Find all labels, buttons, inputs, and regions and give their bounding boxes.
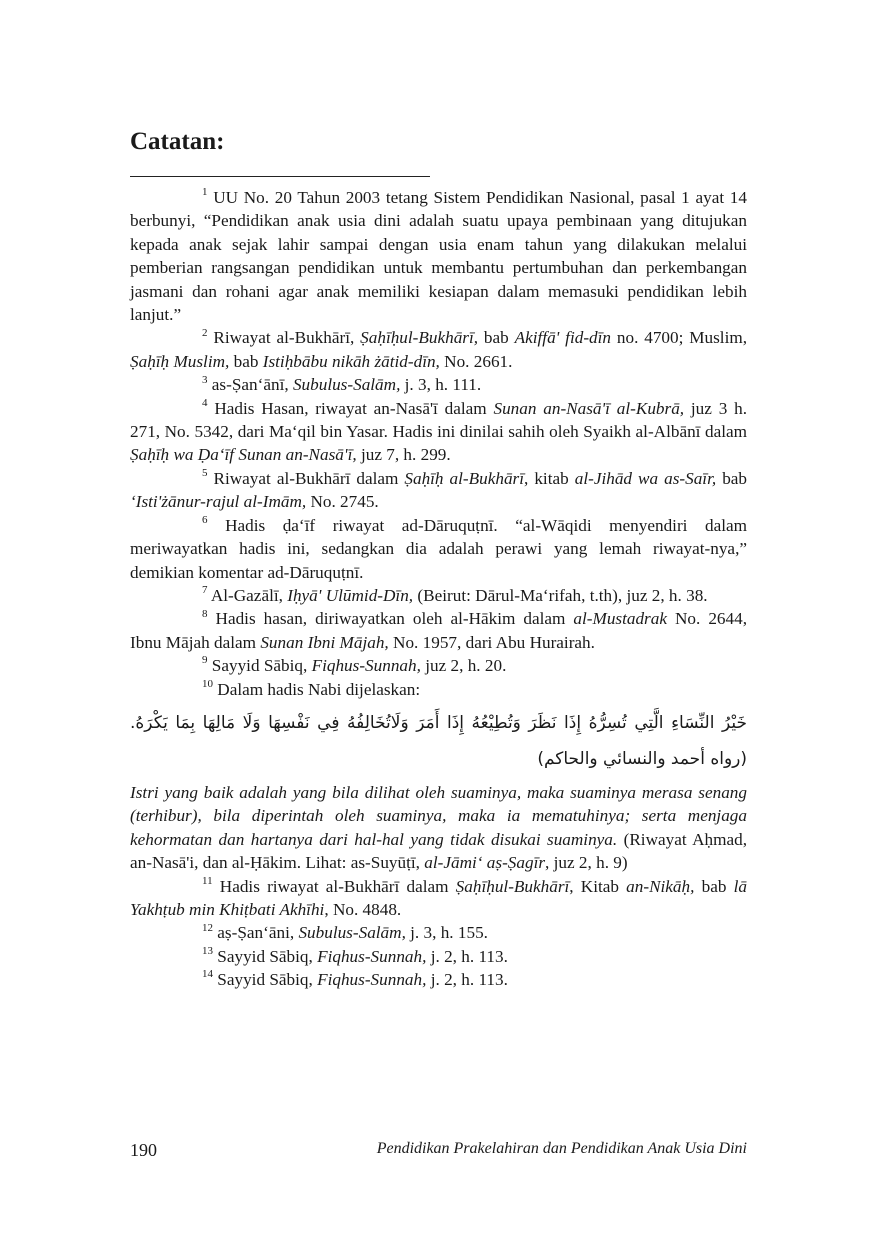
footnote-12 [130, 921, 747, 944]
footnote-number: 9 [202, 654, 208, 667]
footnote-number: 11 [202, 874, 213, 887]
footnote-number: 1 [202, 186, 208, 199]
italic-text: Sunan an-Nasā'ī al-Kubrā, [493, 398, 685, 418]
text-run: Sayyid Sābiq, [217, 946, 318, 966]
footnote-separator [130, 176, 430, 177]
italic-text: Sunan Ibni Mājah, [260, 632, 389, 652]
italic-text: Ṣaḥīḥ al-Bukhārī [404, 468, 525, 488]
text-run: Sayyid Sābiq, [217, 970, 318, 990]
footnote-list-continued [130, 875, 747, 992]
footnote-6 [130, 514, 747, 584]
hadith-translation [130, 781, 747, 875]
italic-text: al-Mustadrak [573, 609, 667, 629]
text-run: No. 2745. [306, 492, 379, 512]
text-run: j. 3, h. 111. [400, 375, 482, 395]
footnote-2 [130, 326, 747, 373]
text-run: Al-Gazālī, [210, 585, 288, 605]
footnote-8 [130, 607, 747, 654]
italic-text: Istiḥbābu nikāh żātid-dīn, [262, 351, 440, 371]
italic-text: Ṣaḥīḥ wa Ḍa‘īf Sunan an-Nasā'ī, [130, 445, 357, 465]
footnote-number: 6 [202, 513, 208, 526]
footnote-list [130, 186, 747, 701]
text-run: No. 2644, Ibnu Mājah dalam [130, 609, 748, 652]
italic-text: Subulus-Salām, [298, 923, 406, 943]
footnote-10 [130, 678, 747, 701]
italic-text: lā Yakhṭub min Khiṭbati Akhīhi [130, 876, 747, 919]
footnote-7 [130, 584, 747, 607]
footnote-number: 5 [202, 467, 208, 480]
text-run: as-Ṣan‘ānī, [211, 375, 293, 395]
text-run: , juz 2, h. 9) [545, 853, 628, 873]
text-run: aṣ-Ṣan‘āni, [217, 923, 299, 943]
text-run: bab [478, 328, 515, 348]
footnote-number: 7 [202, 584, 208, 597]
italic-text: ‘Isti'żānur-rajul al-Imām, [130, 492, 307, 512]
italic-text: Istri yang baik adalah yang bila dilihat oleh suaminya, maka suaminya merasa senang (terhibur), bila diperintah oleh suaminya, maka ia mematuhinya; serta menjaga kehormatan dan hartanya dari hal-hal yang tidak disukai suaminya. [130, 782, 747, 849]
page-footer [130, 1140, 747, 1164]
text-run: (Riwayat Aḥmad, an-Nasā'i, dan al-Ḥākim. Lihat: as-Suyūṭī, [130, 829, 747, 873]
italic-text: Ṣaḥīḥul-Bukhārī [455, 876, 570, 896]
footnote-11 [130, 875, 747, 922]
footnote-4 [130, 397, 747, 467]
footnote-number: 4 [202, 396, 208, 409]
text-run: No. 2661. [439, 351, 513, 371]
footnote-number: 3 [202, 373, 208, 386]
text-run: Hadis Hasan, riwayat an-Nasā'ī dalam [214, 398, 494, 418]
footnote-1 [130, 186, 747, 326]
italic-text: al-Jihād wa as-Saīr, [574, 468, 717, 488]
text-run: Riwayat al-Bukhārī dalam [213, 468, 405, 488]
footnote-number: 8 [202, 607, 208, 620]
text-run: j. 2, h. 113. [426, 946, 508, 966]
italic-text: Akiffā' fid-dīn [514, 328, 612, 348]
text-run: (Beirut: Dārul-Ma‘rifah, t.th), juz 2, h. 38. [413, 585, 708, 605]
text-run: bab [694, 876, 734, 896]
text-run: UU No. 20 Tahun 2003 tetang Sistem Pendidikan Nasional, pasal 1 ayat 14 berbunyi, “Pendidikan anak usia dini adalah suatu upaya pembinaan yang ditujukan kepada anak sejak lahir sampai dengan usia enam tahun yang dilakukan melalui pemberian rangsangan pendidikan untuk membantu pertumbuhan dan perkembangan jasmani dan rohani agar anak memiliki kesiapan dalam memasuki pendidikan lebih lanjut.” [130, 188, 747, 325]
text-run: bab [716, 468, 748, 488]
text-run: juz 7, h. 299. [356, 445, 451, 465]
footnote-14 [130, 968, 747, 991]
italic-text: Fiqhus-Sunnah, [317, 970, 427, 990]
text-run: , No. 4848. [324, 899, 402, 919]
text-run: , Kitab [569, 876, 627, 896]
footnote-number: 13 [202, 945, 213, 958]
text-run: Hadis ḍa‘īf riwayat ad-Dāruquṭnī. “al-Wāqidi menyendiri dalam meriwayatkan hadis ini, sedangkan dia adalah perawi yang lemah riwayat-nya,” demikian komentar ad-Dāruquṭnī. [130, 515, 747, 582]
text-run: Hadis hasan, diriwayatkan oleh al-Hākim dalam [215, 609, 574, 629]
footnote-9 [130, 654, 747, 677]
running-title: Pendidikan Prakelahiran dan Pendidikan Anak Usia Dini [376, 1140, 747, 1157]
text-run: Hadis riwayat al-Bukhārī dalam [219, 876, 456, 896]
footnote-3 [130, 373, 747, 396]
text-run: j. 2, h. 113. [426, 970, 508, 990]
footnotes [130, 186, 747, 992]
italic-text: Ṣaḥīḥ Muslim, [130, 351, 230, 371]
text-run: juz 3 h. 271, No. 5342, dari Ma‘qil bin Yasar. Hadis ini dinilai sahih oleh Syaikh al-Albānī dalam [130, 398, 748, 442]
text-run: Riwayat al-Bukhārī, [213, 328, 361, 348]
text-run: j. 3, h. 155. [405, 923, 488, 943]
footnote-13 [130, 945, 747, 968]
section-heading: Catatan: [130, 128, 225, 155]
italic-text: Fiqhus-Sunnah, [311, 656, 421, 676]
italic-text: Fiqhus-Sunnah, [317, 946, 427, 966]
text-run: Dalam hadis Nabi dijelaskan: [217, 679, 421, 699]
footnote-number: 12 [202, 921, 213, 934]
text-run: juz 2, h. 20. [420, 656, 507, 676]
text-run: no. 4700; Muslim, [611, 328, 748, 348]
text-run: Sayyid Sābiq, [211, 656, 312, 676]
italic-text: al-Jāmi‘ aṣ-Ṣagīr [424, 853, 546, 873]
italic-text: Ṣaḥīḥul-Bukhārī, [360, 328, 479, 348]
italic-text: Subulus-Salām, [292, 375, 401, 395]
text-run: No. 1957, dari Abu Hurairah. [388, 632, 595, 652]
footnote-number: 2 [202, 326, 208, 339]
italic-text: Iḥyā' Ulūmid-Dīn, [287, 585, 414, 605]
page-number: 190 [130, 1140, 157, 1160]
text-run: , kitab [524, 468, 575, 488]
hadith-arabic-text: خَيْرُ النِّسَاءِ الَّتِي تُسِرُّهُ إِذَا نَظَرَ وَتُطِيْعُهُ إِذَا أَمَرَ وَلَاتُخَالِفُهُ فِي نَفْسِهَا وَلَا مَالِهَا بِمَا يَكْرَهُ. (رواه أحمد والنسائي والحاكم) [130, 712, 747, 769]
text-run: bab [229, 351, 263, 371]
footnote-number: 14 [202, 968, 213, 981]
italic-text: an-Nikāḥ, [626, 876, 695, 896]
footnote-number: 10 [202, 677, 213, 690]
footnote-5 [130, 467, 747, 514]
